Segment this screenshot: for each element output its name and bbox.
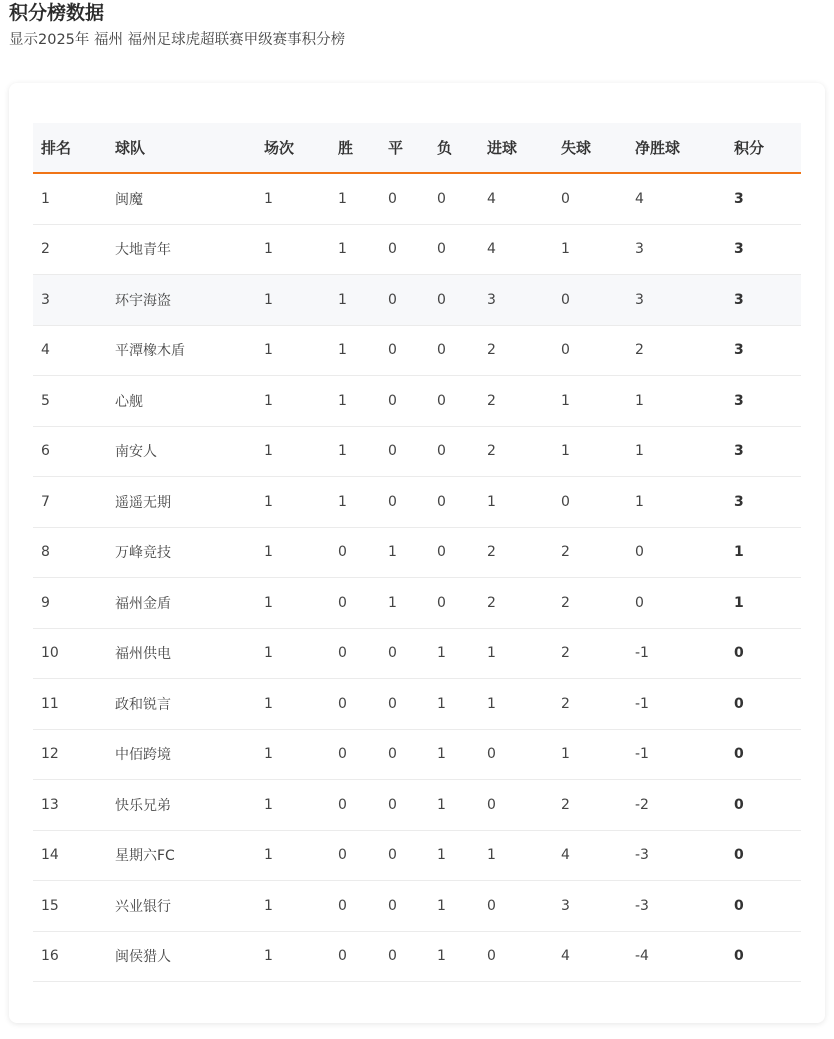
table-row[interactable]: [33, 173, 801, 224]
goals-for-cell: 1: [479, 679, 553, 730]
standings-table: [33, 123, 801, 982]
table-row[interactable]: [33, 628, 801, 679]
played-cell: 1: [256, 477, 330, 528]
played-cell: 1: [256, 578, 330, 629]
team-name-cell: 心舰: [107, 376, 256, 427]
goal-difference-cell: 1: [627, 376, 726, 427]
goals-for-cell: 0: [479, 881, 553, 932]
points-cell: 1: [726, 578, 801, 629]
table-body: [33, 173, 801, 982]
column-header-points[interactable]: 积分: [726, 123, 801, 173]
goals-for-cell: 0: [479, 729, 553, 780]
team-name-cell: 环宇海盗: [107, 275, 256, 326]
won-cell: 0: [330, 881, 380, 932]
played-cell: 1: [256, 931, 330, 982]
team-name-cell: 兴业银行: [107, 881, 256, 932]
rank-cell: 14: [33, 830, 107, 881]
rank-cell: 9: [33, 578, 107, 629]
rank-cell: 6: [33, 426, 107, 477]
goals-against-cell: 1: [553, 729, 627, 780]
table-row[interactable]: [33, 578, 801, 629]
team-name-cell: 南安人: [107, 426, 256, 477]
goal-difference-cell: 4: [627, 173, 726, 224]
goals-for-cell: 0: [479, 780, 553, 831]
team-name-cell: 闽侯猎人: [107, 931, 256, 982]
column-header-won[interactable]: 胜: [330, 123, 380, 173]
points-cell: 3: [726, 477, 801, 528]
lost-cell: 1: [429, 780, 479, 831]
points-cell: 0: [726, 780, 801, 831]
drawn-cell: 0: [380, 881, 429, 932]
played-cell: 1: [256, 628, 330, 679]
rank-cell: 5: [33, 376, 107, 427]
won-cell: 0: [330, 729, 380, 780]
goal-difference-cell: 3: [627, 224, 726, 275]
team-name-cell: 遥遥无期: [107, 477, 256, 528]
goals-against-cell: 3: [553, 881, 627, 932]
standings-card: [9, 83, 825, 1023]
table-row[interactable]: [33, 376, 801, 427]
goals-for-cell: 2: [479, 578, 553, 629]
table-header: [33, 123, 801, 173]
rank-cell: 8: [33, 527, 107, 578]
points-cell: 0: [726, 628, 801, 679]
drawn-cell: 0: [380, 931, 429, 982]
played-cell: 1: [256, 679, 330, 730]
table-row[interactable]: [33, 881, 801, 932]
goals-against-cell: 2: [553, 628, 627, 679]
points-cell: 3: [726, 325, 801, 376]
rank-cell: 2: [33, 224, 107, 275]
lost-cell: 0: [429, 527, 479, 578]
drawn-cell: 0: [380, 275, 429, 326]
table-row[interactable]: [33, 729, 801, 780]
played-cell: 1: [256, 527, 330, 578]
played-cell: 1: [256, 780, 330, 831]
drawn-cell: 0: [380, 780, 429, 831]
column-header-lost[interactable]: 负: [429, 123, 479, 173]
column-header-rank[interactable]: 排名: [33, 123, 107, 173]
drawn-cell: 0: [380, 426, 429, 477]
goal-difference-cell: 2: [627, 325, 726, 376]
goals-for-cell: 2: [479, 426, 553, 477]
points-cell: 3: [726, 275, 801, 326]
drawn-cell: 1: [380, 578, 429, 629]
rank-cell: 10: [33, 628, 107, 679]
goals-against-cell: 4: [553, 830, 627, 881]
lost-cell: 0: [429, 173, 479, 224]
goals-for-cell: 1: [479, 830, 553, 881]
goal-difference-cell: -3: [627, 830, 726, 881]
points-cell: 0: [726, 931, 801, 982]
table-row[interactable]: [33, 527, 801, 578]
team-name-cell: 平潭橡木盾: [107, 325, 256, 376]
table-row[interactable]: [33, 679, 801, 730]
rank-cell: 7: [33, 477, 107, 528]
table-row[interactable]: [33, 275, 801, 326]
lost-cell: 0: [429, 325, 479, 376]
won-cell: 1: [330, 325, 380, 376]
lost-cell: 1: [429, 830, 479, 881]
goal-difference-cell: 0: [627, 578, 726, 629]
lost-cell: 1: [429, 729, 479, 780]
lost-cell: 1: [429, 679, 479, 730]
won-cell: 1: [330, 173, 380, 224]
points-cell: 3: [726, 376, 801, 427]
lost-cell: 0: [429, 426, 479, 477]
table-row[interactable]: [33, 325, 801, 376]
rank-cell: 12: [33, 729, 107, 780]
lost-cell: 0: [429, 224, 479, 275]
goals-for-cell: 2: [479, 527, 553, 578]
goal-difference-cell: -2: [627, 780, 726, 831]
won-cell: 1: [330, 376, 380, 427]
won-cell: 0: [330, 780, 380, 831]
page-title: 积分榜数据: [9, 2, 105, 24]
drawn-cell: 0: [380, 325, 429, 376]
goals-for-cell: 1: [479, 477, 553, 528]
played-cell: 1: [256, 426, 330, 477]
played-cell: 1: [256, 224, 330, 275]
column-header-goals-against[interactable]: 失球: [553, 123, 627, 173]
played-cell: 1: [256, 173, 330, 224]
points-cell: 3: [726, 224, 801, 275]
lost-cell: 1: [429, 628, 479, 679]
team-name-cell: 福州金盾: [107, 578, 256, 629]
goals-for-cell: 4: [479, 224, 553, 275]
goals-against-cell: 1: [553, 426, 627, 477]
table-row[interactable]: [33, 931, 801, 982]
played-cell: 1: [256, 275, 330, 326]
drawn-cell: 0: [380, 477, 429, 528]
goals-against-cell: 0: [553, 477, 627, 528]
goals-for-cell: 2: [479, 325, 553, 376]
table-row[interactable]: [33, 780, 801, 831]
team-name-cell: 政和锐言: [107, 679, 256, 730]
points-cell: 0: [726, 830, 801, 881]
drawn-cell: 0: [380, 830, 429, 881]
goals-against-cell: 4: [553, 931, 627, 982]
won-cell: 1: [330, 477, 380, 528]
goals-against-cell: 2: [553, 780, 627, 831]
table-row[interactable]: [33, 830, 801, 881]
rank-cell: 11: [33, 679, 107, 730]
played-cell: 1: [256, 729, 330, 780]
lost-cell: 0: [429, 376, 479, 427]
goals-for-cell: 0: [479, 931, 553, 982]
column-header-team[interactable]: 球队: [107, 123, 256, 173]
column-header-goal-difference[interactable]: 净胜球: [627, 123, 726, 173]
lost-cell: 1: [429, 931, 479, 982]
goal-difference-cell: -4: [627, 931, 726, 982]
team-name-cell: 星期六FC: [107, 830, 256, 881]
drawn-cell: 0: [380, 628, 429, 679]
won-cell: 0: [330, 578, 380, 629]
rank-cell: 1: [33, 173, 107, 224]
goal-difference-cell: 1: [627, 426, 726, 477]
column-header-drawn[interactable]: 平: [380, 123, 429, 173]
page-subtitle: 显示2025年 福州 福州足球虎超联赛甲级赛事积分榜: [9, 32, 346, 48]
rank-cell: 4: [33, 325, 107, 376]
rank-cell: 15: [33, 881, 107, 932]
goal-difference-cell: -1: [627, 679, 726, 730]
won-cell: 0: [330, 830, 380, 881]
won-cell: 1: [330, 224, 380, 275]
won-cell: 1: [330, 426, 380, 477]
won-cell: 0: [330, 931, 380, 982]
goal-difference-cell: -1: [627, 729, 726, 780]
team-name-cell: 万峰竞技: [107, 527, 256, 578]
rank-cell: 13: [33, 780, 107, 831]
drawn-cell: 0: [380, 173, 429, 224]
won-cell: 0: [330, 679, 380, 730]
drawn-cell: 0: [380, 224, 429, 275]
played-cell: 1: [256, 830, 330, 881]
team-name-cell: 福州供电: [107, 628, 256, 679]
points-cell: 0: [726, 729, 801, 780]
points-cell: 0: [726, 881, 801, 932]
goals-for-cell: 1: [479, 628, 553, 679]
goal-difference-cell: 3: [627, 275, 726, 326]
won-cell: 0: [330, 628, 380, 679]
table-row[interactable]: [33, 426, 801, 477]
goals-against-cell: 1: [553, 376, 627, 427]
team-name-cell: 中佰跨境: [107, 729, 256, 780]
points-cell: 3: [726, 426, 801, 477]
goals-for-cell: 2: [479, 376, 553, 427]
goals-against-cell: 0: [553, 325, 627, 376]
column-header-goals-for[interactable]: 进球: [479, 123, 553, 173]
goals-against-cell: 2: [553, 527, 627, 578]
lost-cell: 0: [429, 275, 479, 326]
team-name-cell: 快乐兄弟: [107, 780, 256, 831]
drawn-cell: 1: [380, 527, 429, 578]
goals-against-cell: 1: [553, 224, 627, 275]
rank-cell: 16: [33, 931, 107, 982]
lost-cell: 0: [429, 477, 479, 528]
goals-against-cell: 0: [553, 275, 627, 326]
won-cell: 1: [330, 275, 380, 326]
drawn-cell: 0: [380, 679, 429, 730]
goals-against-cell: 2: [553, 578, 627, 629]
goal-difference-cell: 1: [627, 477, 726, 528]
played-cell: 1: [256, 376, 330, 427]
column-header-played[interactable]: 场次: [256, 123, 330, 173]
won-cell: 0: [330, 527, 380, 578]
goals-against-cell: 2: [553, 679, 627, 730]
lost-cell: 1: [429, 881, 479, 932]
goal-difference-cell: 0: [627, 527, 726, 578]
team-name-cell: 闽魔: [107, 173, 256, 224]
drawn-cell: 0: [380, 729, 429, 780]
goals-against-cell: 0: [553, 173, 627, 224]
goals-for-cell: 4: [479, 173, 553, 224]
goals-for-cell: 3: [479, 275, 553, 326]
table-row[interactable]: [33, 477, 801, 528]
points-cell: 1: [726, 527, 801, 578]
played-cell: 1: [256, 881, 330, 932]
table-row[interactable]: [33, 224, 801, 275]
goal-difference-cell: -3: [627, 881, 726, 932]
drawn-cell: 0: [380, 376, 429, 427]
rank-cell: 3: [33, 275, 107, 326]
points-cell: 0: [726, 679, 801, 730]
goal-difference-cell: -1: [627, 628, 726, 679]
played-cell: 1: [256, 325, 330, 376]
lost-cell: 0: [429, 578, 479, 629]
team-name-cell: 大地青年: [107, 224, 256, 275]
points-cell: 3: [726, 173, 801, 224]
